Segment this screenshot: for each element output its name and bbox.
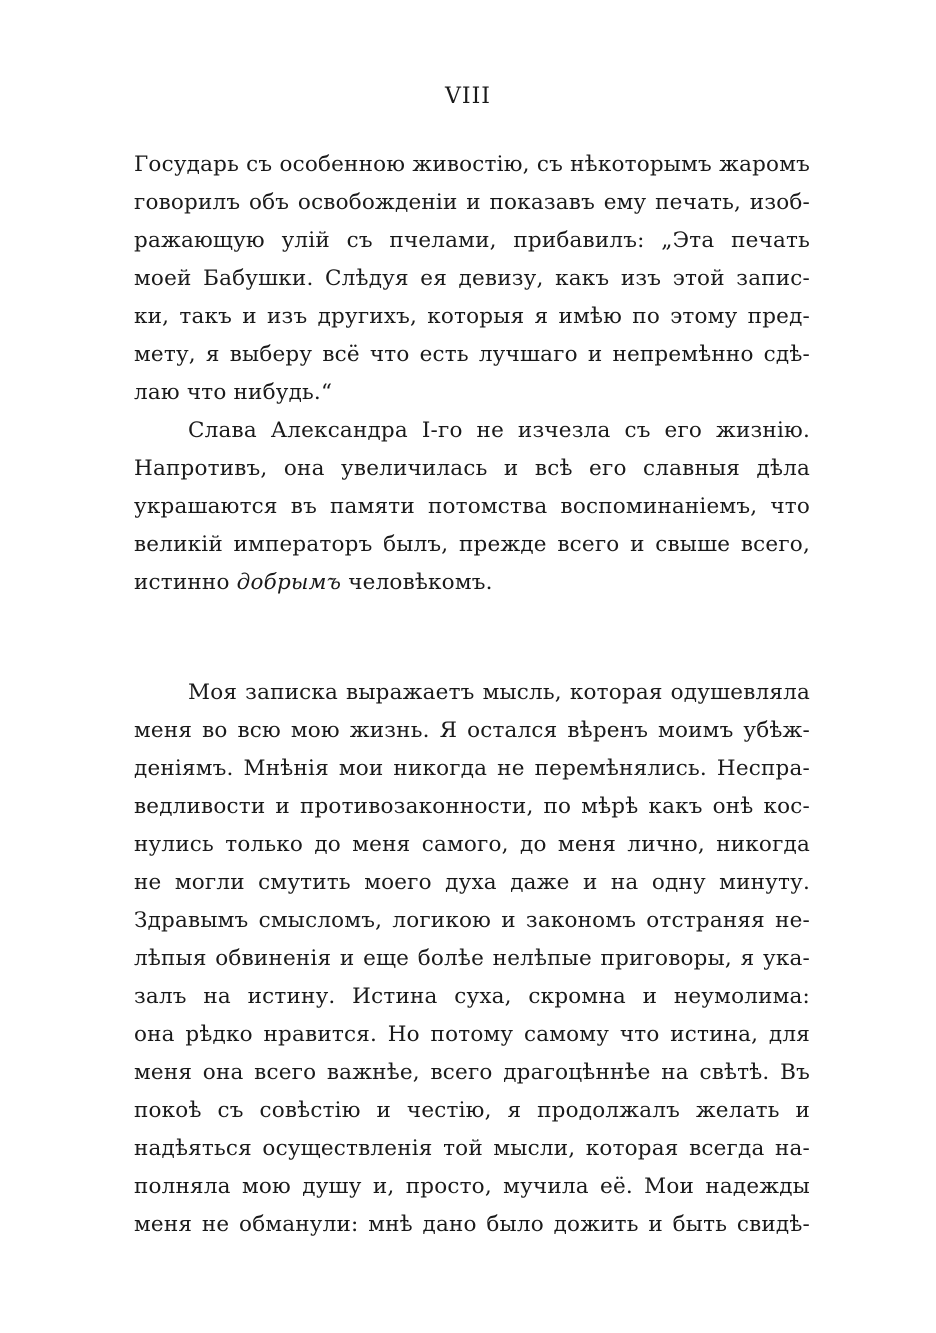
text-line: меня во всю мою жизнь. Я остался вѣренъ моимъ убѣж- xyxy=(134,718,810,743)
text-fragment: истинно xyxy=(134,570,230,595)
text-line: моей Бабушки. Слѣдуя ея девизу, какъ изъ этой запис- xyxy=(134,266,810,291)
text-line: меня она всего важнѣе, всего драгоцѣннѣе на свѣтѣ. Въ xyxy=(134,1060,810,1085)
text-line: надѣяться осуществленія той мысли, которая всегда на- xyxy=(134,1136,810,1161)
paragraph-block-2 xyxy=(134,674,810,1244)
text-line: ки, такъ и изъ другихъ, которыя я имѣю по этому пред- xyxy=(134,304,810,329)
text-line: ведливости и противозаконности, по мѣрѣ какъ онѣ кос- xyxy=(134,794,810,819)
text-line: лѣпыя обвиненія и еще болѣе нелѣпые приговоры, я ука- xyxy=(134,946,810,971)
text-line: Моя записка выражаетъ мысль, которая одушевляла xyxy=(188,680,810,705)
page-number: VIII xyxy=(445,84,491,109)
text-line: нулись только до меня самого, до меня лично, никогда xyxy=(134,832,810,857)
text-line: ражающую улій съ пчелами, прибавилъ: „Эта печать xyxy=(134,228,810,253)
text-line: деніямъ. Мнѣнія мои никогда не перемѣнялись. Неспра- xyxy=(134,756,810,781)
text-line: мету, я выберу всё что есть лучшаго и непремѣнно сдѣ- xyxy=(134,342,810,367)
text-line: залъ на истину. Истина суха, скромна и неумолима: xyxy=(134,984,810,1009)
text-line: полняла мою душу и, просто, мучила её. Мои надежды xyxy=(134,1174,810,1199)
text-line: украшаются въ памяти потомства воспоминаніемъ, что xyxy=(134,494,810,519)
text-line: Слава Александра I-го не изчезла съ его жизнію. xyxy=(188,418,810,443)
text-line: лаю что нибудь.“ xyxy=(134,380,333,405)
text-line xyxy=(134,564,810,602)
text-line: великій императоръ былъ, прежде всего и свыше всего, xyxy=(134,532,810,557)
text-line: она рѣдко нравится. Но потому самому что истина, для xyxy=(134,1022,810,1047)
text-line: говорилъ объ освобожденіи и показавъ ему печать, изоб- xyxy=(134,190,810,215)
text-line: меня не обманули: мнѣ дано было дожить и быть свидѣ- xyxy=(134,1212,810,1237)
text-line: Напротивъ, она увеличилась и всѣ его славныя дѣла xyxy=(134,456,810,481)
text-fragment: человѣкомъ. xyxy=(348,570,493,595)
text-line: Здравымъ смысломъ, логикою и закономъ отстраняя не- xyxy=(134,908,810,933)
text-line: Государь съ особенною живостію, съ нѣкоторымъ жаромъ xyxy=(134,152,810,177)
text-line: покоѣ съ совѣстію и честію, я продолжалъ желать и xyxy=(134,1098,810,1123)
paragraph-block-1 xyxy=(134,146,810,602)
text-line: не могли смутить моего духа даже и на одну минуту. xyxy=(134,870,810,895)
italic-word: добрымъ xyxy=(236,570,342,595)
